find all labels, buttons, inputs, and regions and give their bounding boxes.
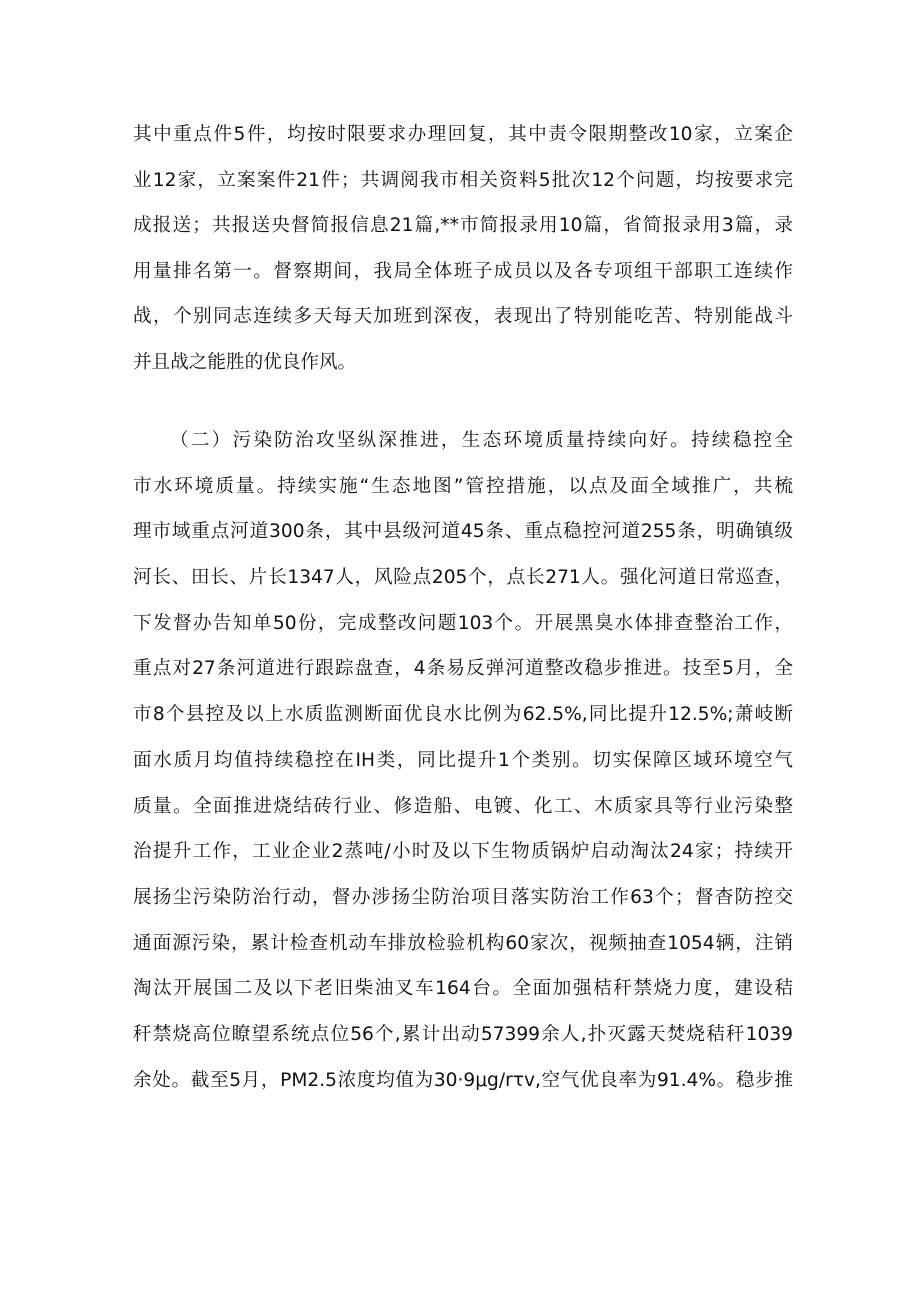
text-line: 河长、田长、片长1347人，风险点205个，点长271人。强化河道日常巡查， [133,567,793,589]
text-line: 用量排名第一。督察期间，我局全体班子成员以及各专项组干部职工连续作 [133,260,793,282]
text-line: 重点对27条河道进行跟踪盘查，4条易反弹河道整改稳步推进。技至5月，全 [133,658,793,680]
text-line: 治提升工作，工业企业2蒸吨/小时及以下生物质锅炉启动淘汰24家；持续开 [133,841,793,863]
text-line: 质量。全面推进烧结砖行业、修造船、电镀、化工、木质家具等行业污染整 [133,795,793,817]
text-line: 展扬尘污染防治行动，督办涉扬尘防治项目落实防治工作63个；督杳防控交 [133,886,793,908]
paragraph-supervision-results [133,117,793,390]
text-line: 市8个县控及以上水质监测断面优良水比例为62.5%,同比提升12.5%;萧岐断 [133,704,793,726]
text-line: 余处。截至5月，PM2.5浓度均值为30·9μg/rτv,空气优良率为91.4%。稳步推 [133,1069,793,1091]
text-line: 秆禁烧高位瞭望系统点位56个,累计出动57399余人,扑灭露天焚烧秸秆1039 [133,1023,793,1045]
text-line: 下发督办告知单50份，完成整改问题103个。开展黑臭水体排查整治工作， [133,612,793,634]
text-line: 其中重点件5件，均按时限要求办理回复，其中责令限期整改10家，立案企 [133,124,793,145]
text-line: 面水质月均值持续稳控在IH类，同比提升1个类别。切实保障区域环境空气 [133,749,793,771]
paragraph-pollution-prevention [133,423,793,1108]
text-line: 淘汰开展国二及以下老旧柴油叉车164台。全面加强桔秆禁烧力度，建设秸 [133,978,793,1000]
text-line: 业12家，立案案件21件；共调阅我市相关资料5批次12个问题，均按要求完 [133,169,793,191]
text-line: 并且战之能胜的优良作风。 [133,351,357,373]
text-line: 理市域重点河道300条，其中县级河道45条、重点稳控河道255条，明确镇级 [133,521,793,543]
text-line: 成报送；共报送央督简报信息21篇,**市简报录用10篇，省简报录用3篇，录 [133,215,793,236]
text-line: 通面源污染，累计检查机动车排放检验机构60家次，视频抽查1054辆，注销 [133,932,793,954]
text-line: （二）污染防治攻坚纵深推进，生态环境质量持续向好。持续稳控全 [170,430,793,451]
text-line: 战，个别同志连续多天每天加班到深夜，表现出了特别能吃苦、特别能战斗 [133,306,793,327]
text-line: 市水环境质量。持续实施“生态地图”管控措施，以点及面全域推广，共梳 [133,475,793,497]
